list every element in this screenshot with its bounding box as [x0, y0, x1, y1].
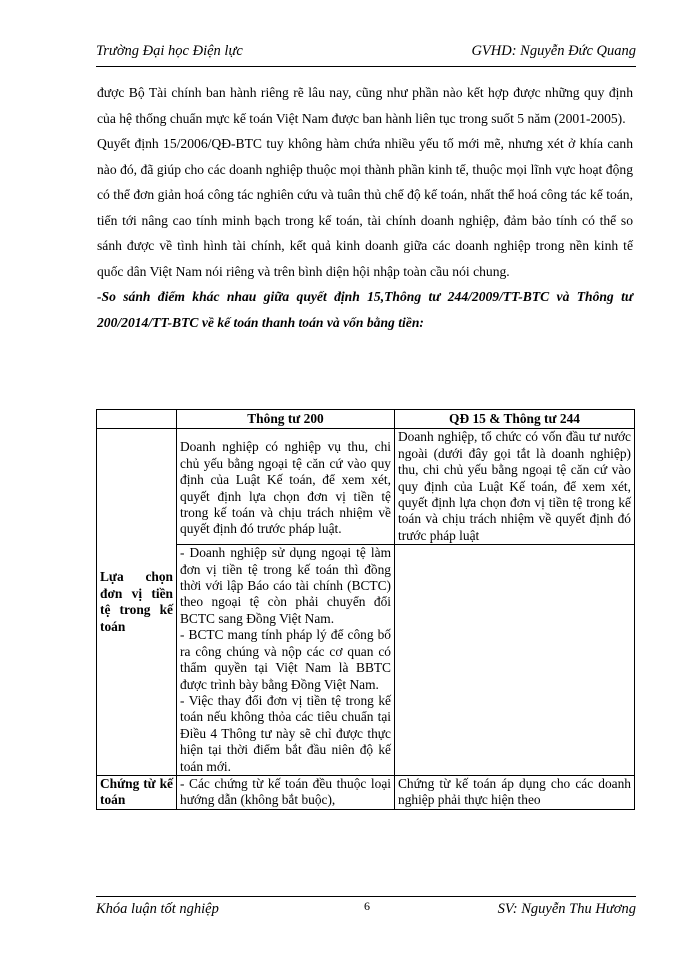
- cell-line: - Doanh nghiệp sử dụng ngoại tệ làm đơn vị tiền tệ trong kế toán thì đồng thời với lập Báo cáo tài chính (BCTC) theo ngoại tệ còn phải chuyển đổi BCTC sang Đồng Việt Nam.: [180, 545, 391, 626]
- cell-line: - Việc thay đổi đơn vị tiền tệ trong kế toán nếu không thỏa các tiêu chuẩn tại Điều 4 Thông tư này sẽ chỉ được thực hiện tại thời điểm bắt đầu niên độ kế toán mới.: [180, 692, 391, 774]
- row-label-documents: Chứng từ kế toán: [97, 775, 177, 809]
- row-label-currency: Lựa chọn đơn vị tiền tệ trong kế toán: [97, 429, 177, 776]
- cell-qd15-documents: Chứng từ kế toán áp dụng cho các doanh nghiệp phải thực hiện theo: [395, 775, 635, 809]
- table-header-tt200: Thông tư 200: [177, 410, 395, 429]
- footer-thesis: Khóa luận tốt nghiệp: [96, 901, 219, 917]
- page-number: 6: [364, 899, 370, 913]
- page-footer: [96, 896, 636, 923]
- cell-qd15-currency-a: Doanh nghiệp, tổ chức có vốn đầu tư nước ngoài (dưới đây gọi tắt là doanh nghiệp) thu, chi chủ yếu bằng ngoại tệ căn cứ vào quy định của Luật Kế toán, để xem xét, quyết định lựa chọn đơn vị tiền tệ trong kế toán và chịu trách nhiệm về quyết định đó trước pháp luật: [395, 429, 635, 545]
- table-header-qd15: QĐ 15 & Thông tư 244: [395, 410, 635, 429]
- header-university: Trường Đại học Điện lực: [96, 43, 243, 59]
- paragraph-2: Quyết định 15/2006/QĐ-BTC tuy không hàm chứa nhiều yếu tố mới mẽ, nhưng xét ở khía canh nào đó, đã giúp cho các doanh nghiệp thuộc mọi thành phần kinh tế, thuộc mọi lĩnh vực hoạt động có thể đơn giản hoá công tác nghiên cứu và tuân thủ chế độ kế toán, nhất thể hoá công tác kế toán, tiến tới nâng cao tính minh bạch trong kế toán, tài chính doanh nghiệp, đảm bảo tính có thể so sánh được về tình hình tài chính, kết quả kinh doanh giữa các doanh nghiệp trong nền kinh tế quốc dân Việt Nam nói riêng và trên bình diện hội nhập toàn cầu nói chung.: [97, 136, 633, 279]
- table-row: [97, 429, 635, 545]
- cell-tt200-currency-a: Doanh nghiệp có nghiệp vụ thu, chi chủ yếu bằng ngoại tệ căn cứ vào quy định của Luật Kế toán, để xem xét, quyết định lựa chọn đơn vị tiền tệ trong kế toán và chịu trách nhiệm về quyết định đó trước pháp luật.: [177, 429, 395, 545]
- page-header: [96, 40, 636, 67]
- cell-qd15-currency-b: [395, 545, 635, 776]
- table-header-empty: [97, 410, 177, 429]
- cell-tt200-currency-b: [177, 545, 395, 776]
- comparison-table: [96, 409, 635, 810]
- header-supervisor: GVHD: Nguyễn Đức Quang: [471, 43, 636, 59]
- table-header-row: [97, 410, 635, 429]
- table-row: [97, 545, 635, 776]
- footer-student: SV: Nguyễn Thu Hương: [497, 901, 636, 917]
- comparison-heading: -So sánh điểm khác nhau giữa quyết định 15,Thông tư 244/2009/TT-BTC và Thông tư 200/2014/TT-BTC về kế toán thanh toán và vốn bằng tiền:: [97, 289, 633, 330]
- body-text: [97, 80, 633, 335]
- cell-line: - BCTC mang tính pháp lý để công bố ra công chúng và nộp các cơ quan có thẩm quyền tại Việt Nam là BBTC được trình bày bằng Đồng Việt Nam.: [180, 627, 391, 692]
- paragraph-1: được Bộ Tài chính ban hành riêng rẽ lâu nay, cũng như phần nào kết hợp được những quy định của hệ thống chuẩn mực kế toán Việt Nam được ban hành liên tục trong suốt 5 năm (2001-2005).: [97, 85, 633, 126]
- cell-tt200-documents: - Các chứng từ kế toán đều thuộc loại hướng dẫn (không bắt buộc),: [177, 775, 395, 809]
- table-row: [97, 775, 635, 809]
